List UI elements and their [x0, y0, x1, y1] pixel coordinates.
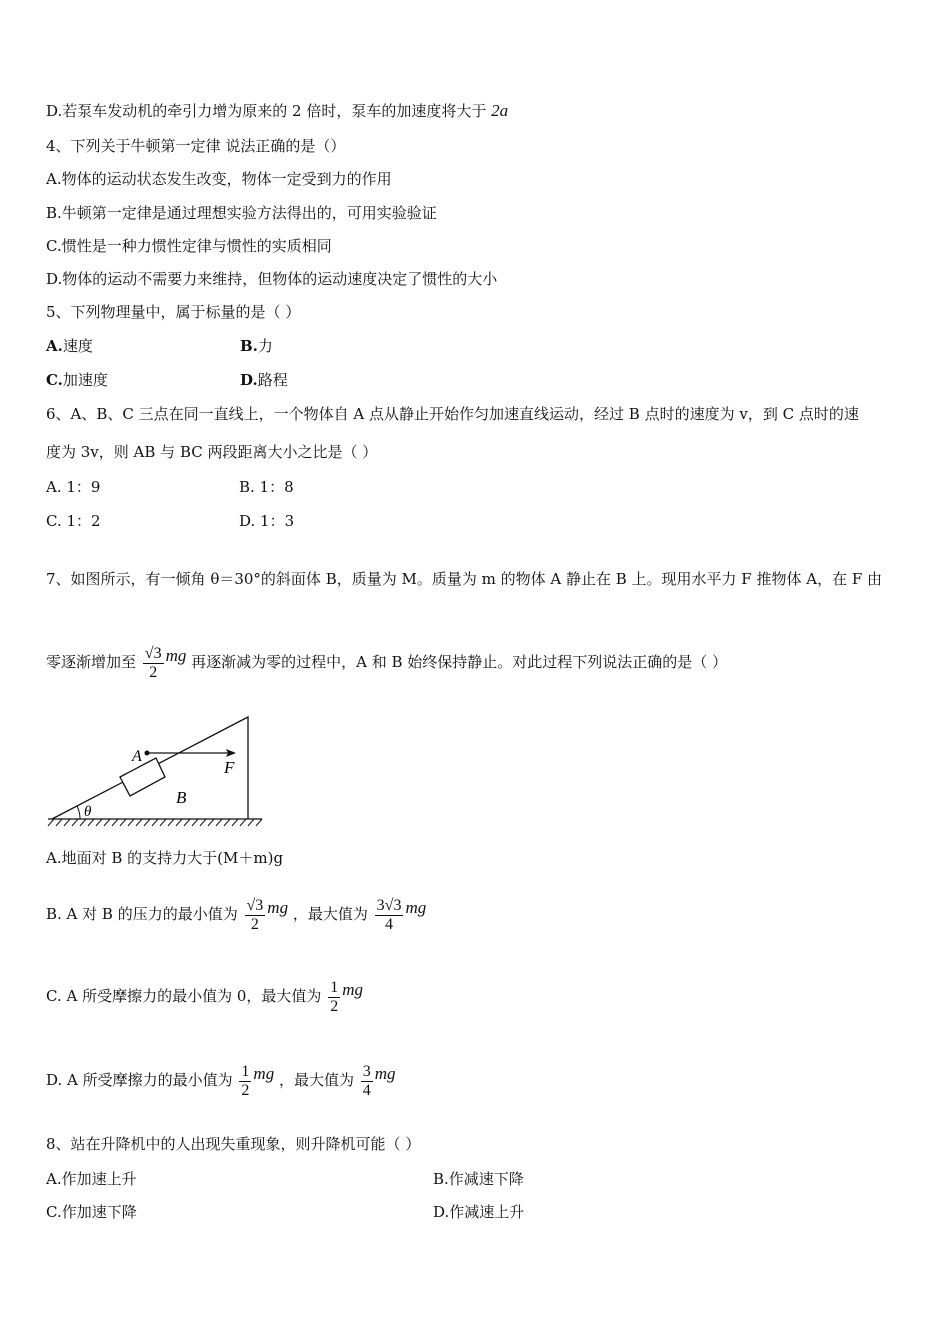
q7-b-frac2 — [375, 897, 404, 934]
q5-b-letter: B. — [240, 337, 258, 355]
q5-b-text: 力 — [257, 337, 273, 355]
q7-d-pre: D. A 所受摩擦力的最小值为 — [46, 1071, 233, 1089]
q7-c-pre: C. A 所受摩擦力的最小值为 0，最大值为 — [46, 987, 322, 1005]
q7-d-frac2-num: 3 — [362, 1062, 371, 1080]
q8-option-d: D.作减速上升 — [433, 1203, 525, 1221]
q5-a-letter: A. — [46, 337, 63, 355]
q7-b-frac1-den: 2 — [250, 915, 259, 933]
q5-stem: 5、下列物理量中，属于标量的是（ ） — [46, 303, 301, 321]
q7-stem-pre: 零逐渐增加至 — [46, 653, 137, 671]
q7-c-frac — [328, 979, 340, 1016]
q7-c-mg: mg — [342, 980, 363, 999]
q7-b-frac1-num: √3 — [246, 896, 264, 914]
q7-b-frac2-den: 4 — [385, 915, 394, 933]
q7-option-b — [46, 884, 426, 938]
q7-d-frac1 — [239, 1063, 251, 1100]
q6-option-a: A. 1：9 — [46, 478, 101, 496]
q7-b-mid: ，最大值为 — [292, 905, 368, 923]
q7-b-mg1: mg — [267, 898, 289, 917]
q7-stem-frac-den: 2 — [149, 663, 158, 681]
q7-c-frac-den: 2 — [330, 997, 339, 1015]
q7-d-mid: ，最大值为 — [278, 1071, 354, 1089]
q7-d-mg1: mg — [253, 1064, 275, 1083]
q7-d-frac2 — [361, 1063, 373, 1100]
ground-hatching — [48, 819, 262, 826]
q7-stem-post: 再逐渐减为零的过程中，A 和 B 始终保持静止。对此过程下列说法正确的是（ ） — [191, 653, 728, 671]
q3-option-d — [46, 101, 508, 121]
q5-c-text: 加速度 — [62, 371, 108, 389]
q7-stem-line1: 7、如图所示，有一倾角 θ＝30°的斜面体 B，质量为 M。质量为 m 的物体 A 静止在 B 上。现用水平力 F 推物体 A，在 F 由 — [46, 570, 883, 588]
q7-option-d — [46, 1050, 396, 1104]
q6-option-d: D. 1：3 — [239, 512, 295, 530]
q7-c-frac-num: 1 — [330, 978, 339, 996]
q5-a-text: 速度 — [62, 337, 93, 355]
q7-d-frac2-den: 4 — [362, 1081, 371, 1099]
q8-option-a: A.作加速上升 — [46, 1170, 137, 1188]
label-b: B — [176, 788, 187, 807]
q6-stem-line1: 6、A、B、C 三点在同一直线上，一个物体自 A 点从静止开始作匀加速直线运动，经过 B 点时的速度为 v，到 C 点时的速 — [46, 405, 859, 423]
incline-figure — [46, 712, 266, 830]
q7-stem-fraction — [143, 645, 164, 682]
theta-arc — [77, 806, 80, 819]
q5-option-a — [46, 336, 93, 356]
q4-stem: 4、下列关于牛顿第一定律 说法正确的是（） — [46, 137, 346, 155]
q7-b-pre: B. A 对 B 的压力的最小值为 — [46, 905, 238, 923]
q7-b-mg2: mg — [405, 898, 427, 917]
q5-c-letter: C. — [46, 371, 63, 389]
q7-d-frac1-den: 2 — [241, 1081, 250, 1099]
q3-option-d-math: 2a — [491, 101, 509, 120]
q4-option-d: D.物体的运动不需要力来维持，但物体的运动速度决定了惯性的大小 — [46, 270, 498, 288]
q6-option-c: C. 1：2 — [46, 512, 101, 530]
block-a — [120, 758, 165, 796]
q5-d-letter: D. — [240, 371, 258, 389]
q6-stem-line2: 度为 3v，则 AB 与 BC 两段距离大小之比是（ ） — [46, 443, 378, 461]
q7-stem-line2 — [46, 632, 727, 686]
q7-option-a: A.地面对 B 的支持力大于(M＋m)g — [46, 849, 284, 867]
label-f: F — [224, 758, 235, 777]
q7-d-mg2: mg — [374, 1064, 396, 1083]
q7-stem-mg: mg — [165, 646, 187, 665]
q5-option-b — [240, 336, 273, 356]
q7-option-c — [46, 966, 363, 1020]
q3-option-d-text: D.若泵车发动机的牵引力增为原来的 2 倍时，泵车的加速度将大于 — [46, 102, 487, 120]
q7-d-frac1-num: 1 — [241, 1062, 250, 1080]
q6-option-b: B. 1：8 — [239, 478, 294, 496]
q4-option-b: B.牛顿第一定律是通过理想实验方法得出的，可用实验验证 — [46, 204, 437, 222]
q8-stem: 8、站在升降机中的人出现失重现象，则升降机可能（ ） — [46, 1135, 421, 1153]
q5-d-text: 路程 — [257, 371, 288, 389]
label-a: A — [132, 748, 142, 765]
q7-stem-frac-num: √3 — [144, 644, 162, 662]
q4-option-a: A.物体的运动状态发生改变，物体一定受到力的作用 — [46, 170, 392, 188]
q7-b-frac2-num: 3√3 — [376, 896, 402, 914]
q8-option-c: C.作加速下降 — [46, 1203, 137, 1221]
q5-option-c — [46, 370, 108, 390]
q5-option-d — [240, 370, 288, 390]
label-theta: θ — [84, 804, 92, 820]
q8-option-b: B.作减速下降 — [433, 1170, 524, 1188]
q4-option-c: C.惯性是一种力惯性定律与惯性的实质相同 — [46, 237, 332, 255]
q7-b-frac1 — [245, 897, 266, 934]
